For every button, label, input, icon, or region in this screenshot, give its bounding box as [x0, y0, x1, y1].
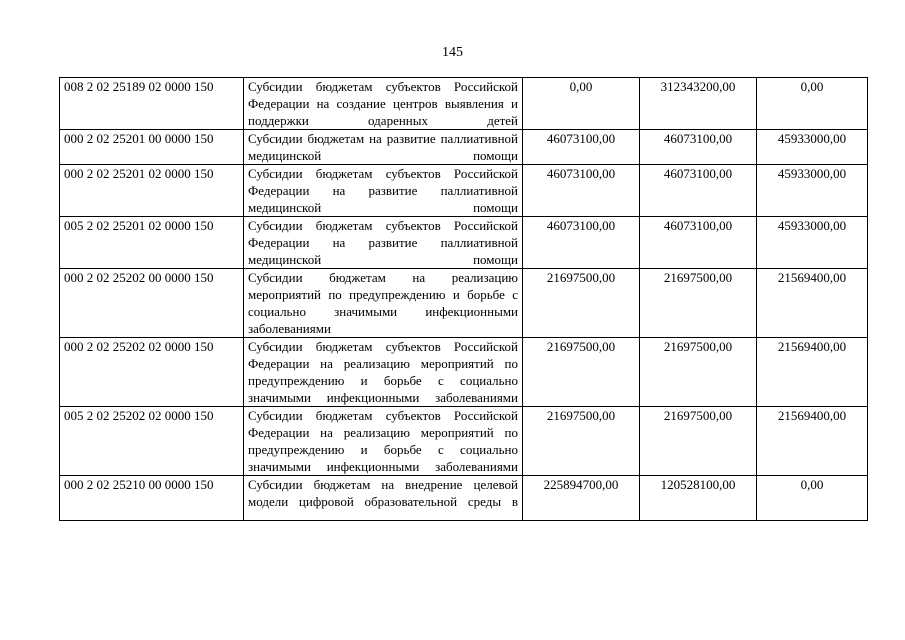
budget-code-cell: 000 2 02 25202 02 0000 150: [60, 338, 244, 407]
amount-year2-cell: 46073100,00: [640, 165, 757, 217]
amount-year3-cell: 45933000,00: [757, 130, 868, 165]
budget-code-cell: 000 2 02 25201 02 0000 150: [60, 165, 244, 217]
table-row: [60, 338, 868, 407]
description-cell: Субсидии бюджетам субъектов Российской Федерации на развитие паллиативной медицинской помощи: [244, 165, 523, 217]
table-row: [60, 78, 868, 130]
amount-year3-cell: 45933000,00: [757, 217, 868, 269]
table-row: [60, 407, 868, 476]
amount-year3-cell: 21569400,00: [757, 407, 868, 476]
amount-year3-cell: 21569400,00: [757, 269, 868, 338]
amount-year1-cell: 46073100,00: [523, 165, 640, 217]
table-row: [60, 476, 868, 521]
description-cell: Субсидии бюджетам субъектов Российской Федерации на развитие паллиативной медицинской помощи: [244, 217, 523, 269]
budget-code-cell: 005 2 02 25202 02 0000 150: [60, 407, 244, 476]
amount-year1-cell: 225894700,00: [523, 476, 640, 521]
budget-code-cell: 005 2 02 25201 02 0000 150: [60, 217, 244, 269]
table-row: [60, 130, 868, 165]
amount-year1-cell: 21697500,00: [523, 269, 640, 338]
budget-code-cell: 000 2 02 25210 00 0000 150: [60, 476, 244, 521]
description-cell: Субсидии бюджетам субъектов Российской Федерации на создание центров выявления и поддержки одаренных детей: [244, 78, 523, 130]
amount-year2-cell: 312343200,00: [640, 78, 757, 130]
page-number: 145: [442, 45, 463, 60]
amount-year3-cell: 45933000,00: [757, 165, 868, 217]
table-row: [60, 269, 868, 338]
description-cell: Субсидии бюджетам на внедрение целевой модели цифровой образовательной среды в: [244, 476, 523, 521]
budget-code-cell: 000 2 02 25202 00 0000 150: [60, 269, 244, 338]
description-cell: Субсидии бюджетам на реализацию мероприятий по предупреждению и борьбе с социально значимыми инфекционными заболеваниями: [244, 269, 523, 338]
amount-year2-cell: 46073100,00: [640, 130, 757, 165]
amount-year1-cell: 21697500,00: [523, 407, 640, 476]
budget-table: [59, 77, 868, 521]
description-cell: Субсидии бюджетам субъектов Российской Федерации на реализацию мероприятий по предупреждению и борьбе с социально значимыми инфекционными заболеваниями: [244, 407, 523, 476]
amount-year2-cell: 46073100,00: [640, 217, 757, 269]
amount-year2-cell: 21697500,00: [640, 407, 757, 476]
amount-year1-cell: 21697500,00: [523, 338, 640, 407]
amount-year3-cell: 0,00: [757, 78, 868, 130]
budget-code-cell: 000 2 02 25201 00 0000 150: [60, 130, 244, 165]
description-cell: Субсидии бюджетам субъектов Российской Федерации на реализацию мероприятий по предупреждению и борьбе с социально значимыми инфекционными заболеваниями: [244, 338, 523, 407]
amount-year1-cell: 0,00: [523, 78, 640, 130]
amount-year3-cell: 21569400,00: [757, 338, 868, 407]
budget-code-cell: 008 2 02 25189 02 0000 150: [60, 78, 244, 130]
description-cell: Субсидии бюджетам на развитие паллиативной медицинской помощи: [244, 130, 523, 165]
table-row: [60, 217, 868, 269]
amount-year1-cell: 46073100,00: [523, 217, 640, 269]
amount-year2-cell: 21697500,00: [640, 338, 757, 407]
amount-year2-cell: 21697500,00: [640, 269, 757, 338]
amount-year1-cell: 46073100,00: [523, 130, 640, 165]
table-row: [60, 165, 868, 217]
amount-year3-cell: 0,00: [757, 476, 868, 521]
amount-year2-cell: 120528100,00: [640, 476, 757, 521]
